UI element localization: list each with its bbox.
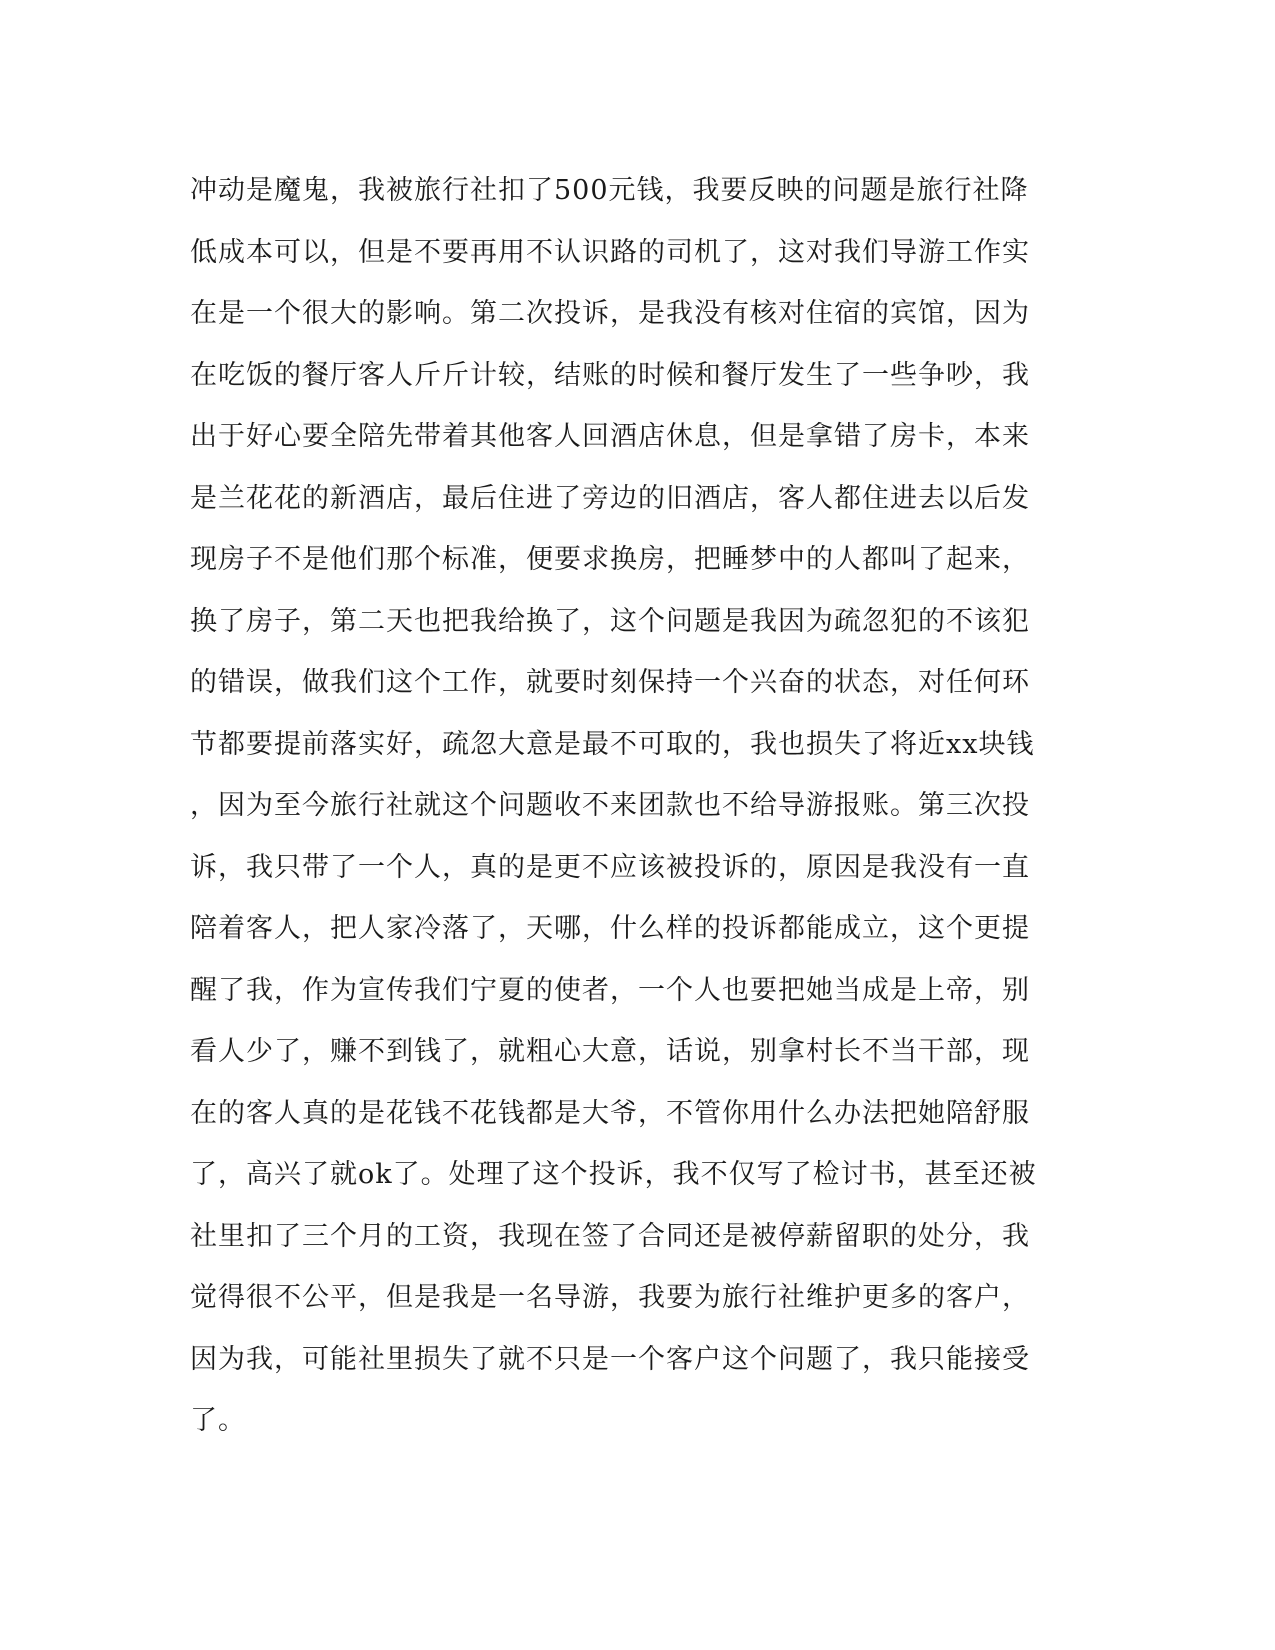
text-line: 陪着客人，把人家冷落了，天哪，什么样的投诉都能成立，这个更提 bbox=[190, 913, 1030, 944]
text-line: 出于好心要全陪先带着其他客人回酒店休息，但是拿错了房卡，本来 bbox=[190, 421, 1030, 452]
text-line: 看人少了，赚不到钱了，就粗心大意，话说，别拿村长不当干部，现 bbox=[190, 1036, 1030, 1067]
text-line: 冲动是魔鬼，我被旅行社扣了500元钱，我要反映的问题是旅行社降 bbox=[190, 175, 1029, 206]
text-line: 社里扣了三个月的工资，我现在签了合同还是被停薪留职的处分，我 bbox=[190, 1220, 1030, 1252]
text-line: 在是一个很大的影响。第二次投诉，是我没有核对住宿的宾馆，因为 bbox=[190, 298, 1030, 329]
text-line: 了，高兴了就ok了。处理了这个投诉，我不仅写了检讨书，甚至还被 bbox=[190, 1159, 1037, 1190]
text-line: ，因为至今旅行社就这个问题收不来团款也不给导游报账。第三次投 bbox=[190, 790, 1030, 821]
body-text bbox=[190, 160, 1090, 1452]
text-line: 诉，我只带了一个人，真的是更不应该被投诉的，原因是我没有一直 bbox=[190, 851, 1030, 883]
text-line: 觉得很不公平，但是我是一名导游，我要为旅行社维护更多的客户， bbox=[190, 1282, 1030, 1313]
text-line: 了。 bbox=[190, 1405, 246, 1436]
text-line: 的错误，做我们这个工作，就要时刻保持一个兴奋的状态，对任何环 bbox=[190, 667, 1030, 698]
text-line: 在的客人真的是花钱不花钱都是大爷，不管你用什么办法把她陪舒服 bbox=[190, 1097, 1030, 1129]
text-line: 现房子不是他们那个标准，便要求换房，把睡梦中的人都叫了起来， bbox=[190, 544, 1030, 575]
text-line: 醒了我，作为宣传我们宁夏的使者，一个人也要把她当成是上帝，别 bbox=[190, 974, 1030, 1006]
text-line: 低成本可以，但是不要再用不认识路的司机了，这对我们导游工作实 bbox=[190, 236, 1030, 268]
text-line: 是兰花花的新酒店，最后住进了旁边的旧酒店，客人都住进去以后发 bbox=[190, 482, 1030, 514]
text-line: 换了房子，第二天也把我给换了，这个问题是我因为疏忽犯的不该犯 bbox=[190, 605, 1030, 637]
text-line: 节都要提前落实好，疏忽大意是最不可取的，我也损失了将近xx块钱 bbox=[190, 728, 1035, 760]
text-line: 因为我，可能社里损失了就不只是一个客户这个问题了，我只能接受 bbox=[190, 1343, 1030, 1375]
text-line: 在吃饭的餐厅客人斤斤计较，结账的时候和餐厅发生了一些争吵，我 bbox=[190, 359, 1030, 391]
